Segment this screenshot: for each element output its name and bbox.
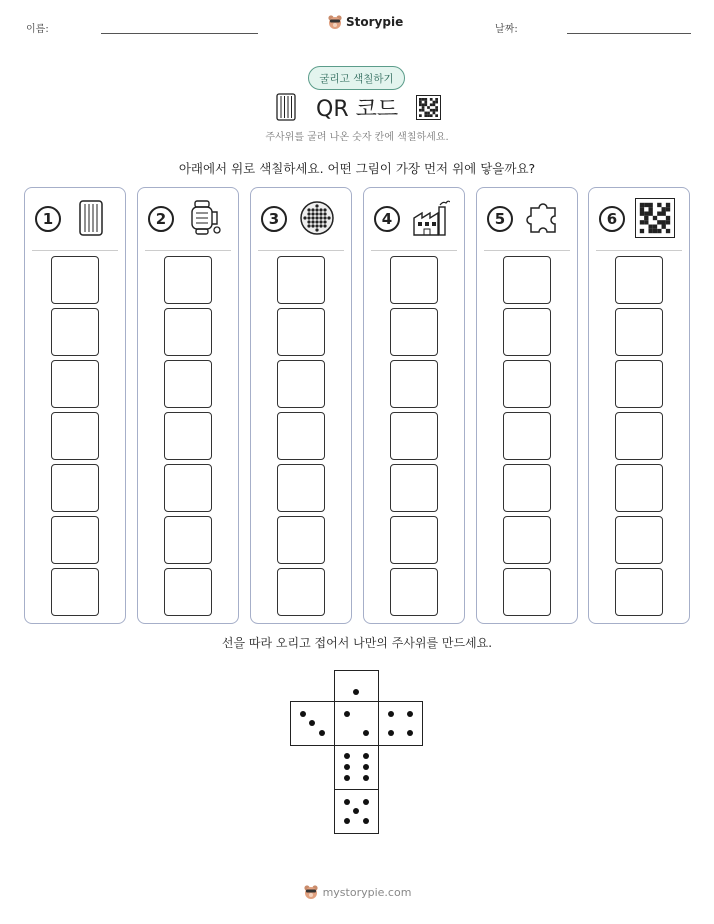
radiator-icon <box>276 93 296 121</box>
dice-column-5 <box>476 187 578 624</box>
color-cell[interactable] <box>277 360 325 408</box>
footer <box>0 884 714 900</box>
bear-logo-icon <box>303 884 319 900</box>
color-cell[interactable] <box>503 308 551 356</box>
column-divider <box>596 250 682 251</box>
dice-column-2 <box>137 187 239 624</box>
column-divider <box>145 250 231 251</box>
color-cell[interactable] <box>390 256 438 304</box>
column-header <box>138 188 238 250</box>
color-cell[interactable] <box>503 256 551 304</box>
color-cell[interactable] <box>51 464 99 512</box>
name-label: 이름: <box>26 24 49 35</box>
color-cell[interactable] <box>51 308 99 356</box>
color-cell[interactable] <box>503 516 551 564</box>
color-cell[interactable] <box>615 308 663 356</box>
color-cell[interactable] <box>615 464 663 512</box>
column-number: 1 <box>35 206 61 232</box>
color-cell[interactable] <box>615 256 663 304</box>
column-number: 5 <box>487 206 513 232</box>
color-cell[interactable] <box>615 360 663 408</box>
name-line <box>101 33 258 34</box>
color-cell[interactable] <box>503 360 551 408</box>
qr-code-icon <box>635 198 675 238</box>
die-face-4 <box>378 701 423 746</box>
color-cell[interactable] <box>503 464 551 512</box>
puzzle-icon <box>523 198 563 238</box>
category-pill: 굴리고 색칠하기 <box>308 66 405 90</box>
column-divider <box>258 250 344 251</box>
page-title: QR 코드 <box>316 97 399 122</box>
color-cell[interactable] <box>615 412 663 460</box>
column-number: 3 <box>261 206 287 232</box>
column-header <box>589 188 689 250</box>
instruction-text: 아래에서 위로 색칠하세요. 어떤 그림이 가장 먼저 위에 닿을까요? <box>178 161 536 176</box>
color-cell[interactable] <box>164 308 212 356</box>
color-cell[interactable] <box>390 308 438 356</box>
bear-logo-icon <box>327 14 343 30</box>
color-cell[interactable] <box>390 516 438 564</box>
color-cell[interactable] <box>615 568 663 616</box>
die-face-2 <box>334 701 379 746</box>
color-cell[interactable] <box>164 516 212 564</box>
column-divider <box>484 250 570 251</box>
die-face-5 <box>334 789 379 834</box>
color-cell[interactable] <box>390 568 438 616</box>
brand-logo <box>327 14 403 30</box>
color-cell[interactable] <box>51 360 99 408</box>
column-header <box>251 188 351 250</box>
date-line <box>567 33 691 34</box>
column-header <box>477 188 577 250</box>
color-cell[interactable] <box>277 256 325 304</box>
dice-column-4 <box>363 187 465 624</box>
color-cell[interactable] <box>164 464 212 512</box>
column-number: 6 <box>599 206 625 232</box>
color-cell[interactable] <box>51 412 99 460</box>
color-cell[interactable] <box>164 568 212 616</box>
header <box>0 14 714 44</box>
die-face-6 <box>334 745 379 790</box>
color-cell[interactable] <box>615 516 663 564</box>
dice-column-3 <box>250 187 352 624</box>
color-cell[interactable] <box>51 256 99 304</box>
brand-name: Storypie <box>346 15 404 29</box>
color-cell[interactable] <box>164 360 212 408</box>
dice-column-6 <box>588 187 690 624</box>
color-cell[interactable] <box>51 568 99 616</box>
date-label: 날짜: <box>495 24 518 35</box>
speaker-icon <box>297 198 337 238</box>
engine-icon <box>184 198 224 238</box>
color-cell[interactable] <box>503 412 551 460</box>
radiator-icon <box>71 198 111 238</box>
column-divider <box>32 250 118 251</box>
color-cell[interactable] <box>390 412 438 460</box>
color-cell[interactable] <box>164 256 212 304</box>
column-number: 2 <box>148 206 174 232</box>
title-row <box>0 92 714 122</box>
column-number: 4 <box>374 206 400 232</box>
column-header <box>364 188 464 250</box>
column-header <box>25 188 125 250</box>
color-cell[interactable] <box>51 516 99 564</box>
dice-column-1 <box>24 187 126 624</box>
color-cell[interactable] <box>390 464 438 512</box>
factory-icon <box>410 198 450 238</box>
color-cell[interactable] <box>277 464 325 512</box>
color-cell[interactable] <box>390 360 438 408</box>
cut-instruction: 선을 따라 오리고 접어서 나만의 주사위를 만드세요. <box>221 636 493 650</box>
die-face-3 <box>290 701 335 746</box>
subtitle: 주사위를 굴려 나온 숫자 칸에 색칠하세요. <box>265 132 449 143</box>
color-cell[interactable] <box>277 568 325 616</box>
qr-code-icon <box>416 95 441 120</box>
color-cell[interactable] <box>277 412 325 460</box>
color-cell[interactable] <box>277 308 325 356</box>
color-cell[interactable] <box>164 412 212 460</box>
footer-site: mystorypie.com <box>322 885 412 899</box>
color-cell[interactable] <box>503 568 551 616</box>
color-cell[interactable] <box>277 516 325 564</box>
column-divider <box>371 250 457 251</box>
